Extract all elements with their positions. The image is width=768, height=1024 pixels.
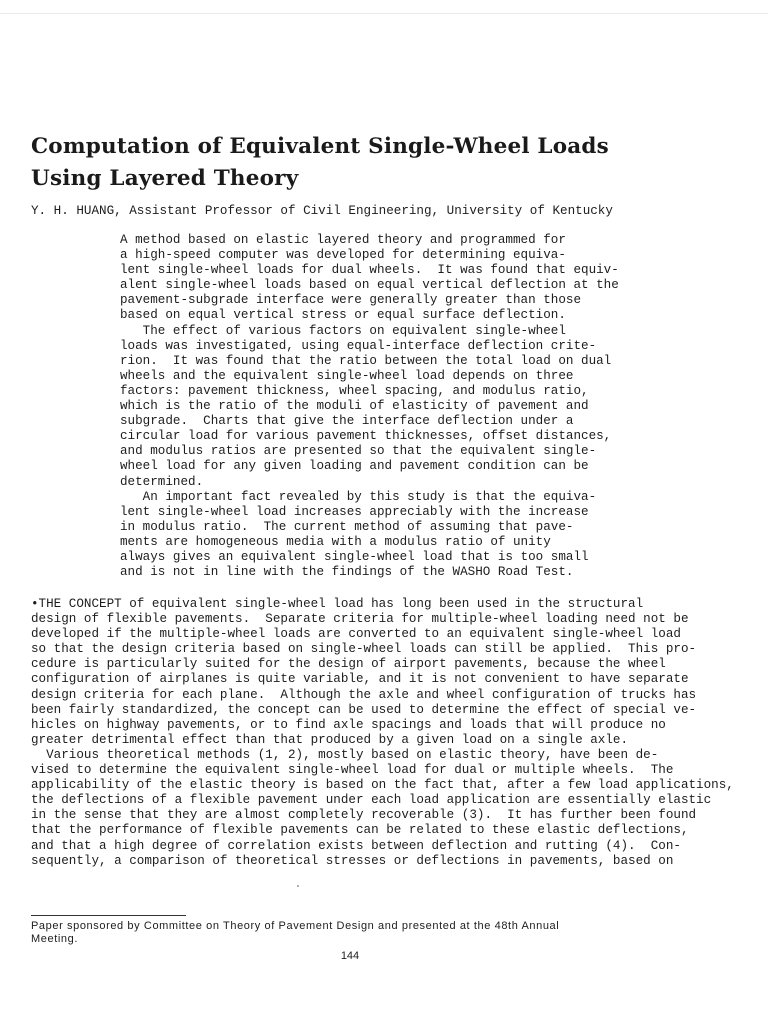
body-line: vised to determine the equivalent single-wheel load for dual or multiple wheels. The	[31, 763, 674, 778]
body-line: sequently, a comparison of theoretical stresses or deflections in pavements, based on	[31, 853, 674, 868]
body-line: so that the design criteria based on single-wheel loads can still be applied. This pro-	[31, 642, 697, 657]
abstract-line: loads was investigated, using equal-interface deflection crite-	[120, 338, 597, 353]
body-line: been fairly standardized, the concept can be used to determine the effect of special ve-	[31, 702, 697, 717]
body-line: configuration of airplanes is quite variable, and it is not convenient to have separate	[31, 672, 689, 687]
body-line: Various theoretical methods (1, 2), mostly based on elastic theory, have been de-	[31, 747, 659, 762]
body-line: •THE CONCEPT of equivalent single-wheel load has long been used in the structural	[31, 597, 644, 611]
abstract-line: a high-speed computer was developed for determining equiva-	[120, 248, 566, 263]
abstract-line: lent single-wheel load increases appreciably with the increase	[120, 504, 589, 519]
abstract-line: The effect of various factors on equivalent single-wheel	[120, 323, 566, 338]
body-line: and that a high degree of correlation exists between deflection and rutting (4). Con-	[31, 838, 681, 853]
body-line: greater detrimental effect than that produced by a given load on a single axle.	[31, 732, 629, 747]
footnote-rule	[31, 915, 186, 916]
abstract-line: circular load for various pavement thicknesses, offset distances,	[120, 429, 612, 444]
page-number: 144	[340, 950, 360, 962]
body-line: applicability of the elastic theory is based on the fact that, after a few load applications,	[31, 778, 734, 793]
footnote	[31, 920, 731, 946]
abstract-line: determined.	[120, 474, 204, 489]
abstract-line: and is not in line with the findings of the WASHO Road Test.	[120, 565, 574, 580]
abstract-line: and modulus ratios are presented so that the equivalent single-	[120, 444, 597, 459]
abstract-line: alent single-wheel loads based on equal vertical deflection at the	[120, 278, 619, 293]
abstract-line: based on equal vertical stress or equal surface deflection.	[120, 308, 566, 323]
abstract-line: wheel load for any given loading and pavement condition can be	[120, 459, 589, 474]
body-line: design of flexible pavements. Separate criteria for multiple-wheel loading need not be	[31, 612, 689, 627]
scan-speck	[297, 885, 299, 887]
abstract-line: pavement-subgrade interface were generally greater than those	[120, 293, 582, 308]
abstract-line: lent single-wheel loads for dual wheels. It was found that equiv-	[120, 263, 619, 278]
abstract-line: A method based on elastic layered theory and programmed for	[120, 233, 566, 247]
abstract-line: An important fact revealed by this study is that the equiva-	[120, 489, 597, 504]
abstract-line: always gives an equivalent single-wheel load that is too small	[120, 549, 589, 564]
abstract-line: factors: pavement thickness, wheel spacing, and modulus ratio,	[120, 383, 589, 398]
abstract-line: which is the ratio of the moduli of elasticity of pavement and	[120, 399, 589, 414]
abstract	[120, 233, 660, 580]
abstract-line: rion. It was found that the ratio between the total load on dual	[120, 353, 612, 368]
abstract-line: ments are homogeneous media with a modulus ratio of unity	[120, 534, 551, 549]
body-text	[31, 597, 741, 869]
body-line: developed if the multiple-wheel loads are converted to an equivalent single-wheel load	[31, 627, 681, 642]
paper-title	[31, 131, 731, 195]
page-top-edge	[0, 13, 768, 14]
body-line: in the sense that they are almost completely recoverable (3). It has further been found	[31, 808, 697, 823]
footnote-line: Paper sponsored by Committee on Theory of Pavement Design and presented at the 48th Annual	[31, 920, 560, 932]
body-line: the deflections of a flexible pavement under each load application are essentially elastic	[31, 793, 712, 808]
title-line: Using Layered Theory	[31, 166, 299, 191]
body-line: design criteria for each plane. Although the axle and wheel configuration of trucks has	[31, 687, 697, 702]
title-line: Computation of Equivalent Single-Wheel Loads	[31, 134, 609, 159]
author-line: Y. H. HUANG, Assistant Professor of Civil Engineering, University of Kentucky	[31, 204, 613, 218]
abstract-line: in modulus ratio. The current method of assuming that pave-	[120, 519, 574, 534]
abstract-line: wheels and the equivalent single-wheel load depends on three	[120, 368, 574, 383]
body-line: hicles on highway pavements, or to find axle spacings and loads that will produce no	[31, 717, 666, 732]
body-line: that the performance of flexible pavements can be related to these elastic deflections,	[31, 823, 689, 838]
abstract-line: subgrade. Charts that give the interface deflection under a	[120, 414, 574, 429]
footnote-line: Meeting.	[31, 933, 78, 945]
body-line: cedure is particularly suited for the design of airport pavements, because the wheel	[31, 657, 666, 672]
